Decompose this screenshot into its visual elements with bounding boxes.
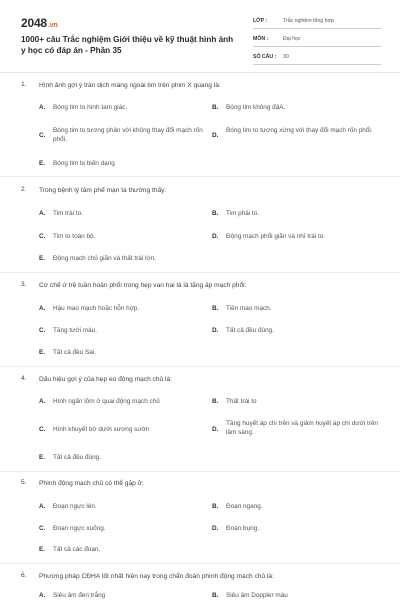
option-letter: E. xyxy=(39,255,46,262)
option-text: Tăng tưới máu. xyxy=(53,327,97,334)
option-letter: E. xyxy=(39,546,46,553)
meta-value: Đại học xyxy=(283,36,301,42)
question-text: Trong bệnh lý tâm phế mạn ta thường thấy: xyxy=(39,187,167,194)
header-divider xyxy=(0,72,400,73)
answer-option[interactable] xyxy=(212,419,384,439)
option-letter: A. xyxy=(39,305,46,312)
option-text: Tim to toàn bộ. xyxy=(53,233,96,240)
meta-value: 30 xyxy=(283,54,289,60)
question-number: 3. xyxy=(21,281,27,288)
question-divider xyxy=(0,563,400,564)
question-divider xyxy=(0,272,400,273)
option-letter: B. xyxy=(212,592,219,599)
option-text: Tất cả đều đúng. xyxy=(226,327,274,334)
option-text: Hình ngấn lõm ở quai động mạch chủ xyxy=(53,398,160,405)
option-text: Động mạch phổi giãn và nhĩ trái to. xyxy=(226,233,326,240)
logo-suffix: .vn xyxy=(47,22,58,29)
meta-row-class xyxy=(253,14,381,29)
option-letter: C. xyxy=(39,327,46,334)
option-letter: D. xyxy=(212,233,219,240)
option-letter: B. xyxy=(212,210,219,217)
page-title: 1000+ câu Trắc nghiệm Giới thiệu về kỹ thuật hình ảnh y học có đáp án - Phần 35 xyxy=(21,35,234,55)
option-letter: E. xyxy=(39,454,46,461)
option-letter: E. xyxy=(39,349,46,356)
option-text: Đoạn ngực xuống. xyxy=(53,525,106,532)
option-text: Tất cả đều đúng. xyxy=(53,454,101,461)
option-text: Bóng tim bị biến dạng xyxy=(53,160,115,167)
option-text: Bóng tim to tương xứng với thay đổi mạch rốn phổi. xyxy=(226,127,373,134)
option-text: Đoạn ngực lên. xyxy=(53,503,97,510)
option-letter: B. xyxy=(212,398,219,405)
question-text: Phương pháp CĐHA tốt nhất hiện nay trong chẩn đoán phình động mạch chủ là: xyxy=(39,573,274,580)
option-text: Tăng huyết áp chi trên và giảm huyết áp chi dưới trên lâm sàng. xyxy=(226,420,378,436)
option-letter: B. xyxy=(212,305,219,312)
option-letter: C. xyxy=(39,233,46,240)
option-letter: B. xyxy=(212,503,219,510)
option-text: Tất cả đều Sai. xyxy=(53,349,96,356)
meta-row-subject xyxy=(253,32,381,47)
question-text: Phình động mạch chủ có thể gặp ở: xyxy=(39,480,144,487)
option-letter: C. xyxy=(39,426,46,433)
option-text: Siêu âm đen trắng xyxy=(53,592,106,599)
question-divider xyxy=(0,471,400,472)
question-text: Cơ chế ứ trệ tuần hoàn phổi trong hẹp van hai lá là tăng áp mạch phổi: xyxy=(39,282,247,289)
option-letter: D. xyxy=(212,327,219,334)
option-text: Động mạch chủ giãn và thất trái lớn. xyxy=(53,255,156,262)
question-text: Dấu hiệu gợi ý của hẹp eo động mạch chủ là: xyxy=(39,376,172,383)
option-text: Thất trái to xyxy=(226,398,257,405)
option-text: Tiền mao mạch. xyxy=(226,305,272,312)
option-text: Tất cả các đoạn. xyxy=(53,546,101,553)
option-letter: B. xyxy=(212,104,219,111)
option-letter: D. xyxy=(212,525,219,532)
option-letter: E. xyxy=(39,160,46,167)
option-letter: A. xyxy=(39,503,46,510)
meta-key: MÔN : xyxy=(253,36,269,42)
option-text: Hậu mao mạch hoặc hỗn hợp. xyxy=(53,305,140,312)
logo-text: 2048 xyxy=(21,16,47,30)
question-number: 1. xyxy=(21,81,27,88)
option-letter: A. xyxy=(39,210,46,217)
option-text: Bóng tim to hình tam giác. xyxy=(53,104,128,111)
site-logo[interactable] xyxy=(21,16,57,30)
option-letter: A. xyxy=(39,104,46,111)
question-number: 5. xyxy=(21,479,27,486)
question-number: 2. xyxy=(21,186,27,193)
answer-option[interactable] xyxy=(39,126,209,146)
option-text: Siêu âm Doppler màu xyxy=(226,592,288,599)
option-text: Bóng tim không đậA. xyxy=(226,104,286,111)
option-letter: C. xyxy=(39,525,46,532)
meta-row-count xyxy=(253,50,381,65)
option-text: Tim phải to. xyxy=(226,210,260,217)
meta-panel xyxy=(253,14,381,68)
answer-option[interactable] xyxy=(212,126,384,146)
question-divider xyxy=(0,366,400,367)
option-text: Bóng tim to tương phản với không thay đổi mạch rốn phổi. xyxy=(53,127,203,143)
option-text: Đoạn ngang. xyxy=(226,503,263,510)
question-number: 6. xyxy=(21,572,27,579)
option-letter: D. xyxy=(212,132,219,139)
option-letter: A. xyxy=(39,398,46,405)
option-text: Hình khuyết bờ dưới xương sườn xyxy=(53,426,150,433)
option-text: Đoạn bụng. xyxy=(226,525,260,532)
option-letter: A. xyxy=(39,592,46,599)
question-divider xyxy=(0,176,400,177)
meta-key: SỐ CÂU : xyxy=(253,54,277,60)
question-text: Hình ảnh gợi ý tràn dịch màng ngoài tim trên phim X quang là: xyxy=(39,82,221,89)
option-letter: C. xyxy=(39,132,46,139)
option-text: Tim trái to. xyxy=(53,210,83,217)
option-letter: D. xyxy=(212,426,219,433)
question-number: 4. xyxy=(21,375,27,382)
meta-key: LỚP : xyxy=(253,18,268,24)
meta-value: Trắc nghiệm tổng hợp xyxy=(283,18,334,24)
page-header xyxy=(0,0,400,68)
